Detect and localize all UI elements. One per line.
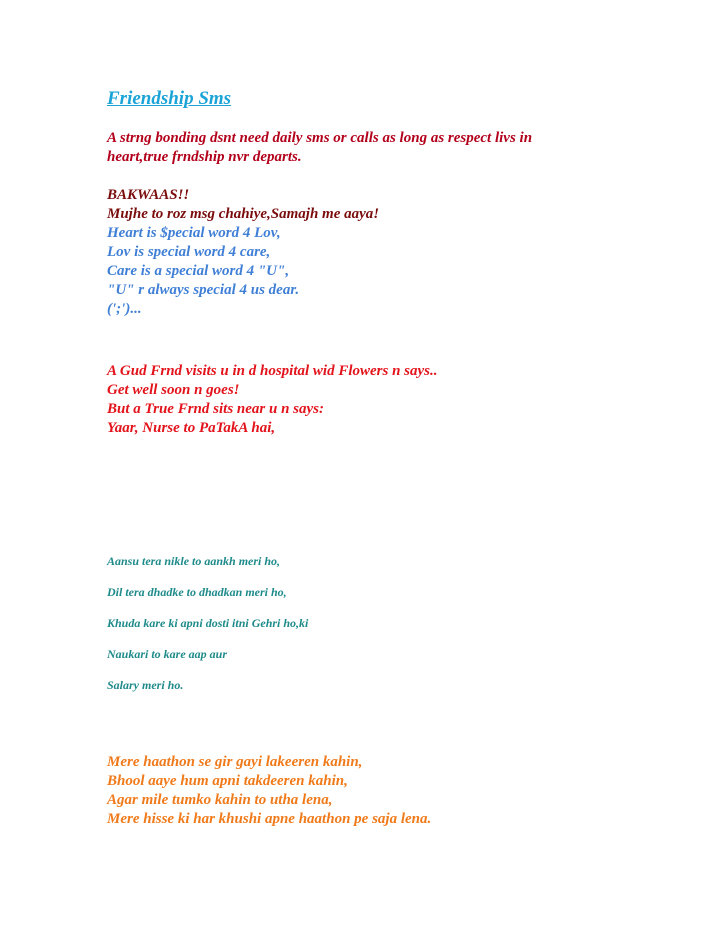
text-line: Agar mile tumko kahin to utha lena, [107,792,333,808]
text-line: heart,true frndship nvr departs. [107,149,302,165]
text-line: Mere hisse ki har khushi apne haathon pe saja lena. [107,811,432,827]
text-line: Khuda kare ki apni dosti itni Gehri ho,ki [107,616,309,630]
text-line: Get well soon n goes! [107,382,240,398]
sms-block-bakwaas [107,186,379,319]
text-line: Care is a special word 4 "U", [107,263,290,279]
text-line: But a True Frnd sits near u n says: [107,401,325,417]
sms-block-respect [107,129,532,167]
text-line: Dil tera dhadke to dhadkan meri ho, [107,585,287,599]
text-line: BAKWAAS!! [107,187,190,203]
sms-block-true-friend [107,362,438,438]
text-line: Naukari to kare aap aur [107,647,228,661]
page-title: Friendship Sms [107,88,232,109]
text-line: Salary meri ho. [107,678,184,692]
text-line: Mere haathon se gir gayi lakeeren kahin, [107,754,363,770]
text-line: Lov is special word 4 care, [107,244,271,260]
sms-block-lakeeren [107,753,431,829]
text-line: "U" r always special 4 us dear. [107,282,300,298]
text-line: Bhool aaye hum apni takdeeren kahin, [107,773,348,789]
text-line: Heart is $pecial word 4 Lov, [107,225,281,241]
text-line: (';')... [107,301,142,317]
text-line: Yaar, Nurse to PaTakA hai, [107,420,276,436]
text-line: Mujhe to roz msg chahiye,Samajh me aaya! [107,206,380,222]
text-line: A Gud Frnd visits u in d hospital wid Flowers n says.. [107,363,438,379]
text-line: A strng bonding dsnt need daily sms or calls as long as respect livs in [107,130,533,146]
sms-block-aansu [107,554,308,692]
text-line: Aansu tera nikle to aankh meri ho, [107,554,281,568]
